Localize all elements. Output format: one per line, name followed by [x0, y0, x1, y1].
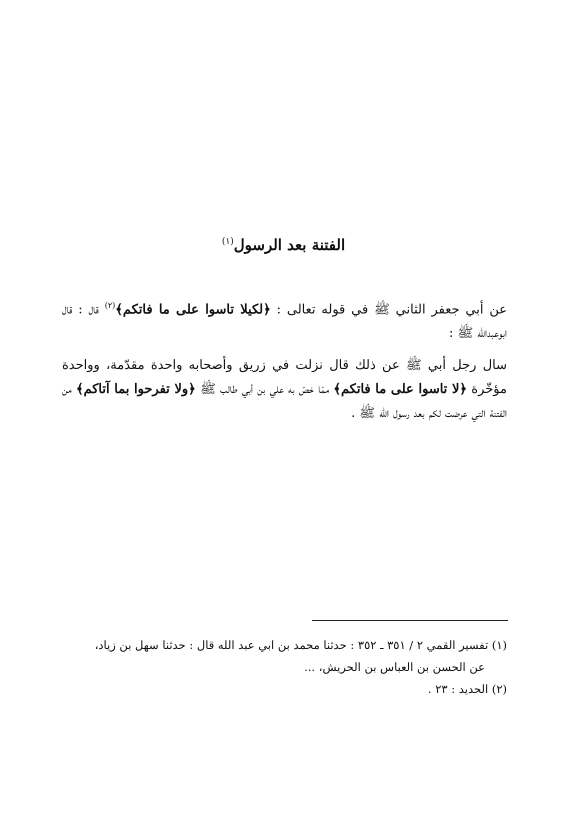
section-title — [60, 236, 507, 254]
body-text — [62, 294, 507, 426]
quran-quote-1: ﴿لكيلا تاسوا على ما فاتكم﴾ — [115, 302, 271, 318]
footnote-2: (٢) الحديد : ٢٣ . — [427, 682, 507, 696]
footnote-1-continued: عن الحسن بن العباس بن الحريش، ... — [304, 660, 485, 674]
paragraph-2-middle: ممّا خصّ به علي بن أبي طالب ﷺ — [195, 382, 334, 398]
paragraph-1 — [62, 294, 507, 346]
footnotes — [60, 634, 507, 700]
quran-quote-2: ﴿لا تاسوا على ما فاتكم﴾ — [333, 382, 467, 398]
footnote-ref-1: (١) — [221, 237, 234, 247]
paragraph-2 — [62, 354, 507, 426]
footnote-1: (١) تفسير القمي ٢ / ٣٥١ ـ ٣٥٢ : حدثنا محمد بن ابي عبد الله قال : حدثنا سهل بن زياد، — [94, 638, 507, 652]
paragraph-2-intro: سال رجل أبي ﷺ عن ذلك قال نزلت في زريق وأصحابه واحدة مقدّمة، وواحدة مؤخّرة — [62, 358, 507, 398]
footnote-ref-2: (٢) — [104, 301, 116, 310]
footnote-divider — [312, 620, 508, 621]
paragraph-2-end: من الفتنة التي عرضت لكم بعد رسول الله ﷺ . — [62, 382, 507, 422]
paragraph-1-intro: عن أبي جعفر الثاني ﷺ في قوله تعالى : — [270, 302, 508, 318]
paragraph-1-end: قال : قال ابوعبدالله ﷺ : — [62, 302, 507, 342]
section-title-text: الفتنة بعد الرسول — [233, 236, 346, 254]
quran-quote-3: ﴿ولا تفرحوا بما آتاكم﴾ — [75, 382, 196, 398]
